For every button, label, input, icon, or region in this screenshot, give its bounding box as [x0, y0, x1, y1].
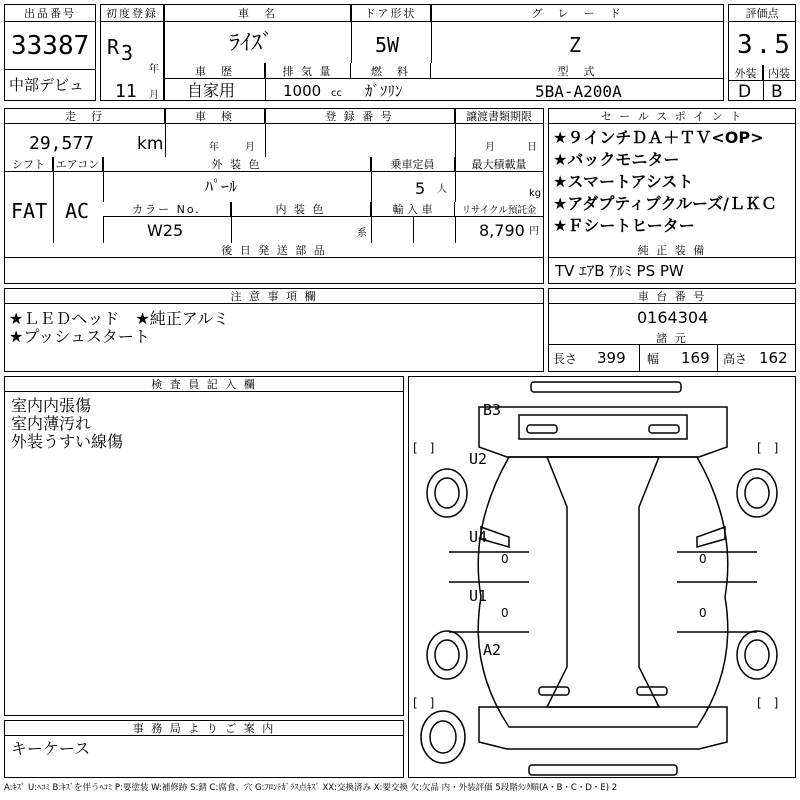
genuine-label: 純 正 装 備	[549, 243, 795, 258]
transfer-label: 譲渡書類期限	[455, 109, 543, 124]
rear-window	[519, 415, 687, 439]
divider	[5, 69, 95, 70]
sales-points-box	[548, 108, 796, 284]
office-label: 事 務 局 よ り ご 案 内	[5, 721, 403, 736]
model-value: 5BA-A200A	[535, 82, 622, 101]
interior-label: 内装	[763, 65, 795, 81]
spare-wheel-inner	[430, 721, 456, 753]
notes-lines	[9, 310, 229, 346]
legend: A:ｷｽﾞ U:ﾍｺﾐ B:ｷｽﾞを伴うﾍｺﾐ P:要塗装 W:補修跡 S:錆 C:腐食、穴 G:ﾌﾛﾝﾄｶﾞﾗｽ点ｷｽﾞ XX:交換済み X:要交換 欠:欠品 内・外装評価 5段階ﾗﾝｸ順(A・B・C・D・E) 2	[4, 783, 618, 793]
inspector-line: 外装うすい線傷	[11, 432, 124, 451]
chassis-label: 車 台 番 号	[549, 289, 795, 304]
color-label: 外 装 色	[103, 157, 371, 172]
damage-mark-u2: U2	[469, 450, 488, 468]
wheel-rear-right-inner	[745, 478, 769, 508]
vehicle-details-box	[4, 108, 544, 284]
shift-label: シフト	[5, 157, 53, 172]
wheel-front-left-inner	[435, 640, 459, 670]
first-reg-label: 初度登録	[101, 5, 163, 22]
capacity-value: 5	[415, 179, 426, 198]
import-label: 輸 入 車	[371, 202, 455, 217]
zero-mark: 0	[501, 552, 509, 566]
sales-point-item: ★バックモニター	[553, 150, 680, 169]
color-no-value: W25	[147, 221, 184, 240]
score-box	[728, 4, 796, 101]
later-parts-label: 後 日 発 送 部 品	[5, 243, 543, 258]
note-line: ★プッシュスタート	[9, 327, 150, 346]
inspection-label: 車 検	[165, 109, 265, 124]
door-value: 5W	[375, 33, 400, 57]
damage-mark-u4: U4	[469, 528, 488, 546]
displacement-value: 1000	[283, 82, 322, 100]
mileage-value: 29,577	[29, 133, 95, 154]
sales-point-item: ★Ｆシートヒーター	[553, 216, 695, 235]
bracket-left-top: [ ]	[413, 441, 435, 455]
door-label: ドア形状	[351, 5, 431, 22]
car-info-box	[164, 4, 724, 101]
capacity-unit: 人	[437, 184, 447, 195]
score-value: 3.5	[737, 30, 793, 60]
lot-number-box	[4, 4, 96, 101]
name-label: 車 名	[165, 5, 351, 22]
height-label: 高さ	[723, 352, 748, 366]
car-diagram-box	[408, 376, 796, 778]
load-label: 最大積載量	[455, 157, 543, 172]
roof	[547, 457, 659, 707]
score-label: 評価点	[729, 5, 795, 22]
year-unit: 年	[149, 64, 159, 75]
genuine-value: TV ｴｱB ｱﾙﾐ PS PW	[555, 262, 684, 280]
notes-box	[4, 288, 544, 372]
era-year: 3	[121, 41, 134, 65]
transfer-month-unit: 月	[485, 142, 495, 153]
grade-label: グ レ ー ド	[431, 5, 723, 22]
wheel-front-right	[737, 631, 777, 679]
color-value: ﾊﾟｰﾙ	[205, 177, 238, 196]
month: 11	[115, 81, 137, 102]
specs-label: 諸 元	[549, 331, 795, 345]
mileage-unit: km	[137, 134, 164, 154]
capacity-label: 乗車定員	[371, 157, 455, 172]
length-value: 399	[597, 349, 626, 367]
sales-points-label: セ ー ル ス ポ イ ン ト	[549, 109, 795, 124]
ac-value: AC	[65, 199, 90, 223]
office-value: キーケース	[11, 739, 91, 758]
history-label: 車 歴	[165, 63, 265, 79]
mirror-right	[697, 527, 725, 547]
front-plate	[529, 765, 677, 775]
recycle-unit: 円	[529, 226, 539, 237]
spare-wheel	[421, 711, 465, 763]
note-line: ★ＬＥＤヘッド ★純正アルミ	[9, 309, 230, 328]
width-label: 幅	[647, 352, 660, 366]
width-value: 169	[681, 349, 710, 367]
displacement-label: 排 気 量	[265, 63, 351, 79]
damage-mark-b3: B3	[483, 401, 502, 419]
inspector-line: 室内内張傷	[11, 396, 92, 415]
body-outline	[478, 457, 728, 727]
rear-lamp-right	[649, 425, 679, 433]
inspector-line: 室内薄汚れ	[11, 414, 92, 433]
zero-mark: 0	[699, 552, 707, 566]
model-label: 型 式	[431, 63, 723, 79]
front-bumper	[479, 707, 727, 749]
wheel-front-right-inner	[745, 640, 769, 670]
chassis-value: 0164304	[637, 308, 709, 327]
lot-label: 出品番号	[5, 5, 95, 22]
inspection-year-unit: 年	[209, 142, 219, 153]
sales-point-item: ★９インチＤＡ＋ＴＶ<OP>	[553, 128, 764, 147]
fuel-value: ｶﾞｿﾘﾝ	[365, 82, 403, 100]
recycle-label: リサイクル預託金	[455, 202, 543, 217]
sales-point-item: ★スマートアシスト	[553, 172, 694, 191]
exterior-label: 外装	[729, 65, 763, 81]
notes-label: 注 意 事 項 欄	[5, 289, 543, 304]
recycle-value: 8,790	[479, 221, 525, 240]
transfer-day-unit: 日	[527, 142, 537, 153]
grade-value: Z	[569, 33, 582, 57]
car-name: ﾗｲｽﾞ	[229, 31, 274, 56]
first-registration-box	[100, 4, 164, 101]
length-label: 長さ	[553, 352, 578, 366]
debut-label: 中部デビュ	[9, 76, 85, 94]
fuel-label: 燃 料	[351, 63, 431, 79]
int-color-unit: 系	[357, 228, 367, 239]
damage-mark-u1: U1	[469, 587, 488, 605]
zero-mark: 0	[501, 606, 509, 620]
ac-label: エアコン	[53, 157, 103, 172]
chassis-box	[548, 288, 796, 372]
displacement-unit: cc	[331, 88, 342, 99]
load-unit: kg	[529, 188, 542, 199]
int-color-label: 内 装 色	[231, 202, 371, 217]
sales-points-list	[553, 127, 777, 237]
car-diagram	[409, 377, 797, 779]
wheel-rear-right	[737, 469, 777, 517]
color-no-label: カラー No.	[103, 202, 231, 217]
office-box	[4, 720, 404, 778]
sales-point-item: ★アダプティブクルーズ/ＬＫＣ	[553, 194, 778, 213]
bracket-right-bottom: [ ]	[757, 696, 779, 710]
wheel-front-left	[427, 631, 467, 679]
inspector-label: 検 査 員 記 入 欄	[5, 377, 403, 392]
interior-value: B	[771, 82, 783, 102]
roof-spoiler	[531, 382, 681, 392]
exterior-value: D	[738, 82, 752, 102]
zero-mark: 0	[699, 606, 707, 620]
rear-lamp-left	[527, 425, 557, 433]
mileage-label: 走 行	[5, 109, 165, 124]
history-value: 自家用	[187, 81, 236, 100]
era: R	[107, 35, 120, 59]
inspector-lines	[11, 397, 123, 451]
lot-number: 33387	[11, 31, 90, 61]
bracket-left-bottom: [ ]	[413, 696, 435, 710]
reg-label: 登 録 番 号	[265, 109, 455, 124]
wheel-rear-left-inner	[435, 478, 459, 508]
inspector-box	[4, 376, 404, 716]
damage-mark-a2: A2	[483, 641, 502, 659]
inspection-month-unit: 月	[245, 142, 255, 153]
height-value: 162	[759, 349, 788, 367]
wheel-rear-left	[427, 469, 467, 517]
bracket-right-top: [ ]	[757, 441, 779, 455]
month-unit: 月	[149, 90, 159, 101]
shift-value: FAT	[11, 199, 48, 223]
